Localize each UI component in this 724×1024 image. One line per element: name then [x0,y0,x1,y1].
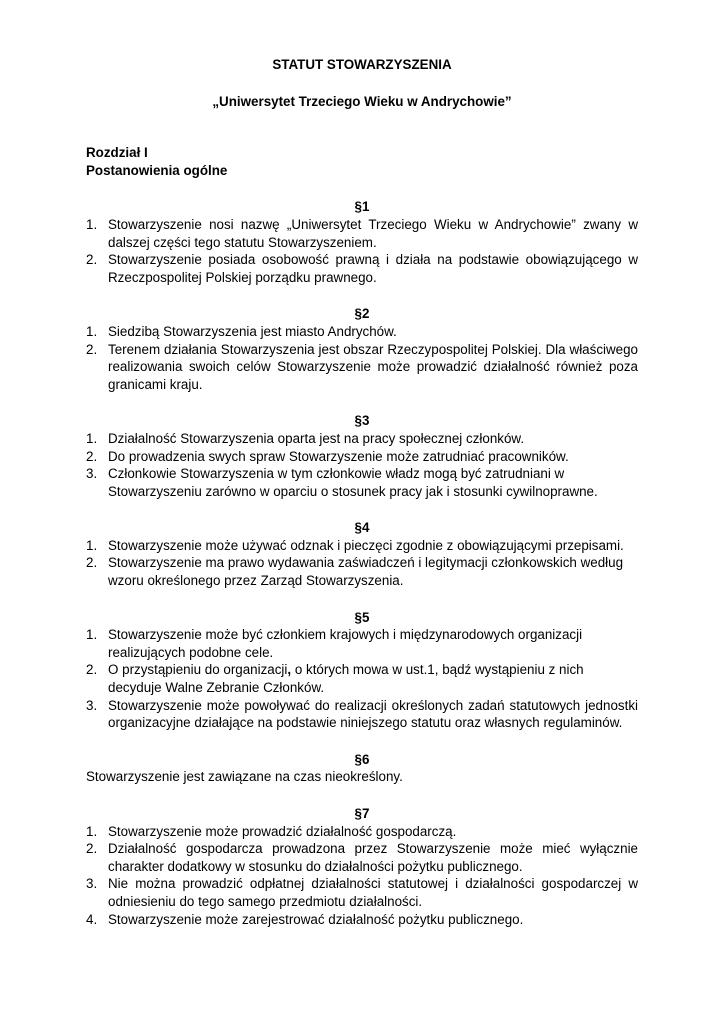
item-text: Stowarzyszenie może zarejestrować działalność pożytku publicznego. [108,911,524,927]
section-number: §5 [354,609,370,625]
list-item [86,341,638,394]
chapter-name: Postanowienia ogólne [86,162,228,178]
item-text: Działalność gospodarcza prowadzona przez Stowarzyszenie może mieć wyłącznie charakter dodatkowy w stosunku do działalności pożytku publicznego. [108,841,638,874]
section-number: §1 [354,199,370,215]
list-item [86,537,638,555]
list-item [86,323,638,341]
section-1 [86,198,638,286]
list-item [86,626,638,661]
item-number: 1. [86,430,98,446]
section-items [86,216,638,286]
item-number: 2. [86,841,98,857]
item-number: 2. [86,555,98,571]
section-items [86,537,638,590]
item-number: 2. [86,252,98,268]
section-items [86,823,638,929]
section-items [86,323,638,393]
item-number: 2. [86,662,98,678]
section-number: §4 [354,520,370,536]
item-number: 3. [86,466,98,482]
item-text: Działalność Stowarzyszenia oparta jest na pracy społecznej członków. [108,430,525,446]
list-item [86,911,638,929]
list-item [86,840,638,875]
item-number: 4. [86,911,98,927]
section-number: §7 [354,806,370,821]
chapter-heading [86,144,638,179]
item-number: 2. [86,341,98,357]
list-item [86,430,638,448]
item-text: Siedzibą Stowarzyszenia jest miasto Andrychów. [108,323,397,339]
section-2 [86,305,638,393]
section-3 [86,412,638,500]
item-text-bold-comma: , [287,662,292,678]
item-number: 1. [86,323,98,339]
list-item [86,448,638,466]
list-item [86,661,638,696]
item-number: 2. [86,448,98,464]
item-number: 1. [86,537,98,553]
item-text: Stowarzyszenie może być członkiem krajowych i międzynarodowych organizacji realizujących podobne cele. [108,627,583,660]
document-subtitle: „Uniwersytet Trzeciego Wieku w Andrychowie” [212,93,512,109]
section-6 [86,751,638,786]
section-text: Stowarzyszenie jest zawiązane na czas nieokreślony. [86,769,403,785]
item-text: Stowarzyszenie może używać odznak i pieczęci zgodnie z obowiązującymi przepisami. [108,537,624,553]
item-text: Stowarzyszenie może powoływać do realizacji określonych zadań statutowych jednostki organizacyjne działające na podstawie niniejszego statutu oraz własnych regulaminów. [108,697,638,731]
item-text: Stowarzyszenie nosi nazwę „Uniwersytet Trzeciego Wieku w Andrychowie” zwany w dalszej części tego statutu Stowarzyszeniem. [108,216,638,250]
item-number: 3. [86,697,98,713]
list-item [86,251,638,286]
section-number: §3 [354,413,370,429]
section-items [86,626,638,732]
item-text: Członkowie Stowarzyszenia w tym członkowie władz mogą być zatrudniani w Stowarzyszeniu zarówno w oparciu o stosunek pracy jak i stosunki cywilnoprawne. [108,466,598,499]
list-item [86,554,638,589]
chapter-number: Rozdział I [86,145,148,161]
list-item [86,216,638,251]
item-text: Terenem działania Stowarzyszenia jest obszar Rzeczypospolitej Polskiej. Dla właściwego realizowania swoich celów Stowarzyszenie może prowadzić działalność również poza granicami kraju. [108,341,638,392]
list-item [86,823,638,841]
item-text-part: o których mowa w ust.1, bądź wystąpieniu z nich decyduje Walne Zebranie Członków. [108,662,584,696]
list-item [86,697,638,732]
section-5 [86,609,638,732]
item-text-part: O przystąpieniu do organizacji [108,662,288,678]
section-number: §6 [354,751,370,767]
item-text: Stowarzyszenie ma prawo wydawania zaświadczeń i legitymacji członkowskich według wzoru określonego przez Zarząd Stowarzyszenia. [108,555,624,589]
item-text: Stowarzyszenie posiada osobowość prawną i działa na podstawie obowiązującego w Rzeczpospolitej Polskiej porządku prawnego. [108,252,638,285]
list-item [86,875,638,910]
item-number: 1. [86,823,98,839]
item-number: 3. [86,876,98,892]
list-item [86,465,638,500]
item-number: 1. [86,216,98,232]
item-text: Do prowadzenia swych spraw Stowarzyszenie może zatrudniać pracowników. [108,448,569,464]
item-text: Nie można prowadzić odpłatnej działalności statutowej i działalności gospodarczej w odniesieniu do tego samego przedmiotu działalności. [108,876,638,909]
section-7 [86,805,638,928]
section-items [86,430,638,500]
section-4 [86,519,638,589]
document-title: STATUT STOWARZYSZENIA [272,57,452,72]
item-number: 1. [86,627,98,643]
item-text: Stowarzyszenie może prowadzić działalność gospodarczą. [108,823,457,839]
section-number: §2 [354,306,370,322]
